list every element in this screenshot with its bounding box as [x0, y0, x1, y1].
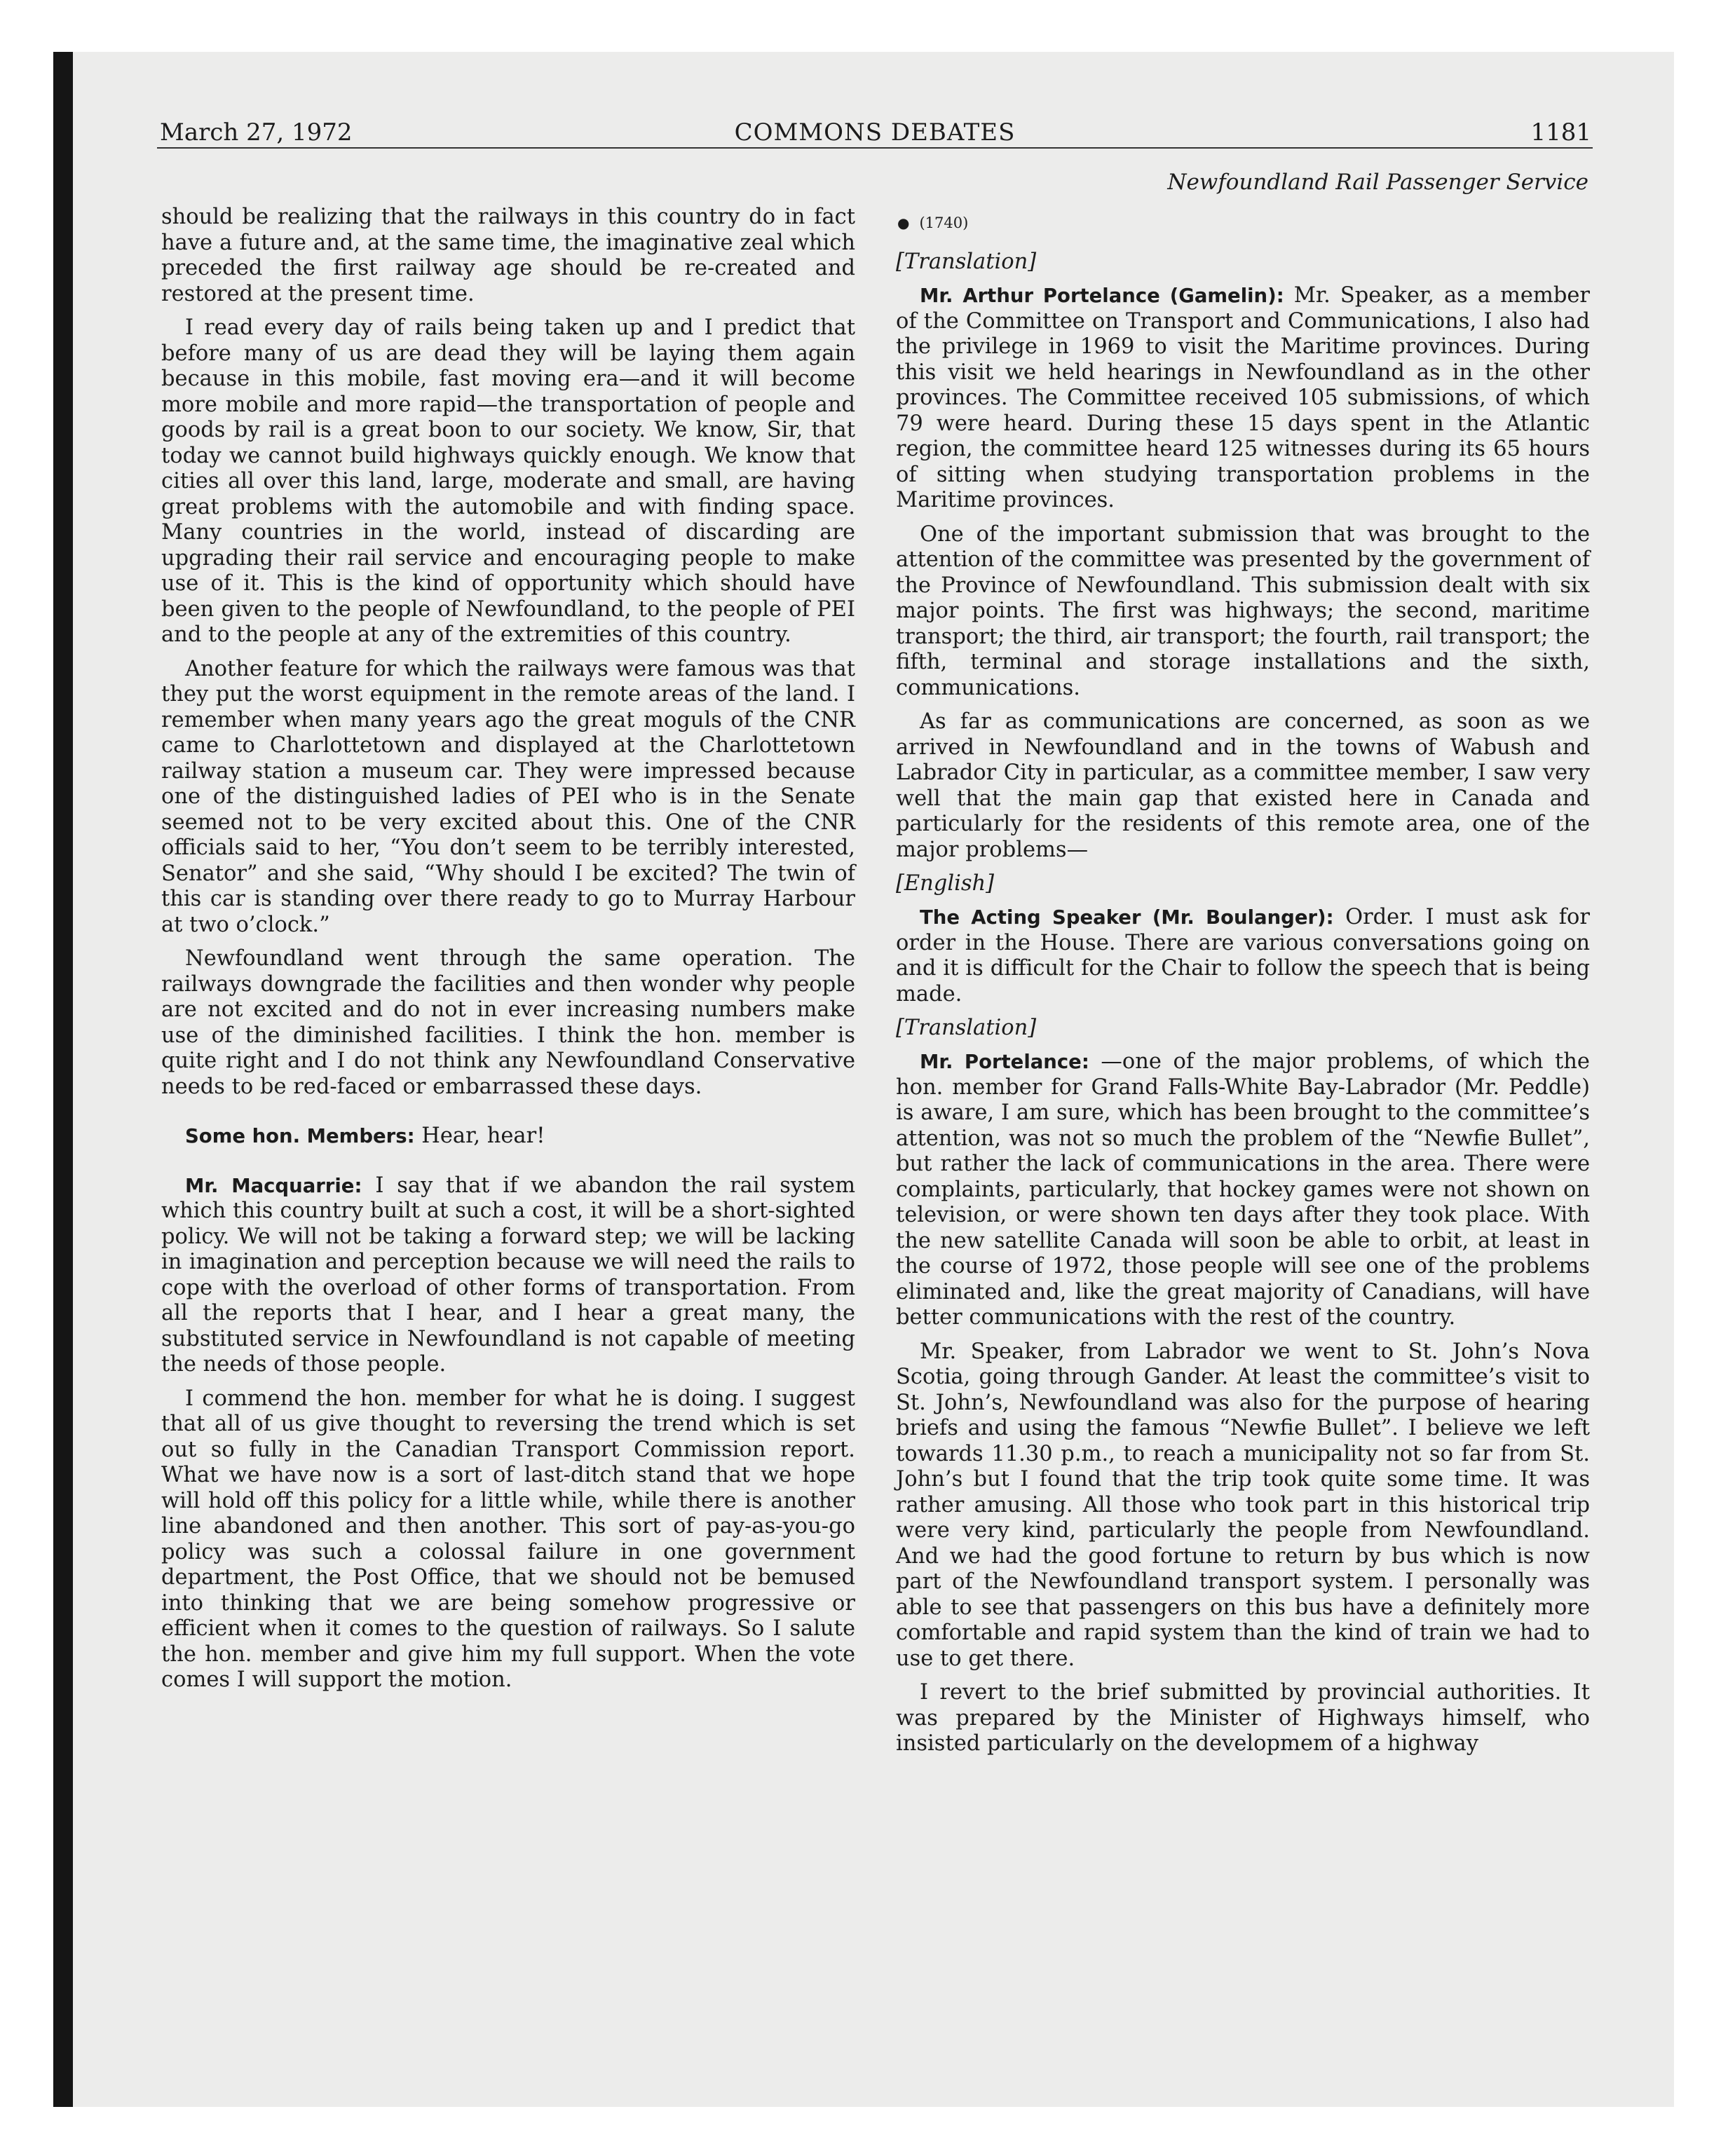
speech-text: Order. I must ask for order in the House. There are various conversations going on and it is difficult for the Chair to follow the speech that is being made.: [896, 905, 1590, 1007]
language-marker: [Translation]: [896, 1016, 1037, 1040]
spacer: [161, 1108, 855, 1124]
header-date: March 27, 1972: [160, 118, 353, 146]
paragraph: One of the important submission that was brought to the attention of the committee was presented by the government of the Province of Newfoundland. This submission dealt with six major points. The first was highways; the second, maritime transport; the third, air transport; the fourth, rail transport; the fifth, terminal and storage installations and the sixth, communications.: [896, 521, 1590, 700]
speech: [896, 283, 1590, 514]
subject-heading: Newfoundland Rail Passenger Service: [1167, 170, 1588, 195]
language-marker: [English]: [896, 871, 995, 896]
interjection: [161, 1124, 855, 1149]
speech: [896, 1049, 1590, 1331]
speaker-name: Some hon. Members:: [185, 1125, 415, 1147]
bullet-icon: ●: [897, 214, 910, 231]
speech-text: —one of the major problems, of which the hon. member for Grand Falls-White Bay-Labrador (Mr. Peddle) is aware, I am sure, which has been brought to the committee’s attention, was not so much the problem of the “Newfie Bullet”, but rather the lack of communications in the area. There were complaints, particularly, that hockey games were not shown on television, or were shown ten days after they took place. With the new satellite Canada will soon be able to orbit, at least in the course of 1972, those people will see one of the problems eliminated and, like the great majority of Canadians, will have better communications with the rest of the country.: [896, 1049, 1590, 1330]
paragraph: Newfoundland went through the same operation. The railways downgrade the facilities and then wonder why people are not excited and do not in ever increasing numbers make use of the diminished facilities. I think the hon. member is quite right and I do not think any Newfoundland Conservative needs to be red-faced or embarrassed these days.: [161, 946, 855, 1099]
speech-text: Hear, hear!: [414, 1124, 545, 1148]
paragraph: Mr. Speaker, from Labrador we went to St. John’s Nova Scotia, going through Gander. At least the committee’s visit to St. John’s, Newfoundland was also for the purpose of hearing briefs and using the famous “Newfie Bullet”. I believe we left towards 11.30 p.m., to reach a municipality not so far from St. John’s but I found that the trip took quite some time. It was rather amusing. All those who took part in this historical trip were very kind, particularly the people from Newfoundland. And we had the good fortune to return by bus which is now part of the Newfoundland transport system. I personally was able to see that passengers on this bus have a definitely more comfortable and rapid system than the kind of train we had to use to get there.: [896, 1339, 1590, 1671]
paragraph: I commend the hon. member for what he is doing. I suggest that all of us give thought to reversing the trend which is set out so fully in the Canadian Transport Commission report. What we have now is a sort of last-ditch stand that we hope will hold off this policy for a little while, while there is another line abandoned and then another. This sort of pay-as-you-go policy was such a colossal failure in one government department, the Post Office, that we should not be bemused into thinking that we are being somehow progressive or efficient when it comes to the question of railways. So I salute the hon. member and give him my full support. When the vote comes I will support the motion.: [161, 1386, 855, 1692]
paragraph: should be realizing that the railways in this country do in fact have a future and, at the same time, the imaginative zeal which preceded the first railway age should be re-created and restored at the present time.: [161, 205, 855, 306]
paragraph: As far as communications are concerned, as soon as we arrived in Newfoundland and in the towns of Wabush and Labrador City in particular, as a committee member, I saw very well that the main gap that existed here in Canada and particularly for the residents of this remote area, one of the major problems—: [896, 709, 1590, 862]
speech-text: Mr. Speaker, as a member of the Committee on Transport and Communications, I also had the privilege in 1969 to visit the Maritime provinces. During this visit we held hearings in Newfoundland as in the other provinces. The Committee received 105 submissions, of which 79 were heard. During these 15 days spent in the Atlantic region, the committee heard 125 witnesses during its 65 hours of sitting when studying transportation problems in the Maritime provinces.: [896, 283, 1590, 512]
left-column: [161, 205, 855, 1702]
paragraph: I read every day of rails being taken up and I predict that before many of us are dead they will be laying them again because in this mobile, fast moving era—and it will become more mobile and more rapid—the transportation of people and goods by rail is a great boon to our society. We know, Sir, that today we cannot build highways quickly enough. We know that cities all over this land, large, moderate and small, are having great problems with the automobile and with finding space. Many countries in the world, instead of discarding are upgrading their rail service and encouraging people to make use of it. This is the kind of opportunity which should have been given to the people of Newfoundland, to the people of PEI and to the people at any of the extremities of this country.: [161, 315, 855, 647]
speaker-name: Mr. Macquarrie:: [185, 1174, 362, 1197]
speaker-name: Mr. Portelance:: [920, 1051, 1089, 1073]
header-title: COMMONS DEBATES: [734, 118, 1016, 146]
right-column: [896, 168, 1590, 1766]
paragraph: I revert to the brief submitted by provincial authorities. It was prepared by the Minister of Highways himself, who insisted particularly on the developmem of a highway: [896, 1680, 1590, 1756]
header-page-number: 1181: [1530, 118, 1591, 146]
hansard-page: [157, 119, 1593, 1899]
speech: [161, 1173, 855, 1378]
spacer: [161, 1158, 855, 1173]
speaker-name: The Acting Speaker (Mr. Boulanger):: [920, 906, 1334, 929]
timestamp: [897, 210, 1590, 236]
running-head: [157, 119, 1593, 149]
timestamp-text: (1740): [919, 214, 969, 231]
speech-text: I say that if we abandon the rail system which this country built at such a cost, it will be a short-sighted policy. We will not be taking a forward step; we will be lacking in imagination and perception because we will need the rails to cope with the overload of other forms of transportation. From all the reports that I hear, and I hear a great many, the substituted service in Newfoundland is not capable of meeting the needs of those people.: [161, 1173, 855, 1377]
paragraph: Another feature for which the railways were famous was that they put the worst equipment in the remote areas of the land. I remember when many years ago the great moguls of the CNR came to Charlottetown and displayed at the Charlottetown railway station a museum car. They were impressed because one of the distinguished ladies of PEI who is in the Senate seemed not to be very excited about this. One of the CNR officials said to her, “You don’t seem to be terribly interested, Senator” and she said, “Why should I be excited? The twin of this car is standing over there ready to go to Murray Harbour at two o’clock.”: [161, 656, 855, 937]
speaker-name: Mr. Arthur Portelance (Gamelin):: [920, 285, 1284, 307]
language-marker: [Translation]: [896, 250, 1037, 274]
speech: [896, 905, 1590, 1007]
scan-binding-edge: [53, 52, 73, 2107]
